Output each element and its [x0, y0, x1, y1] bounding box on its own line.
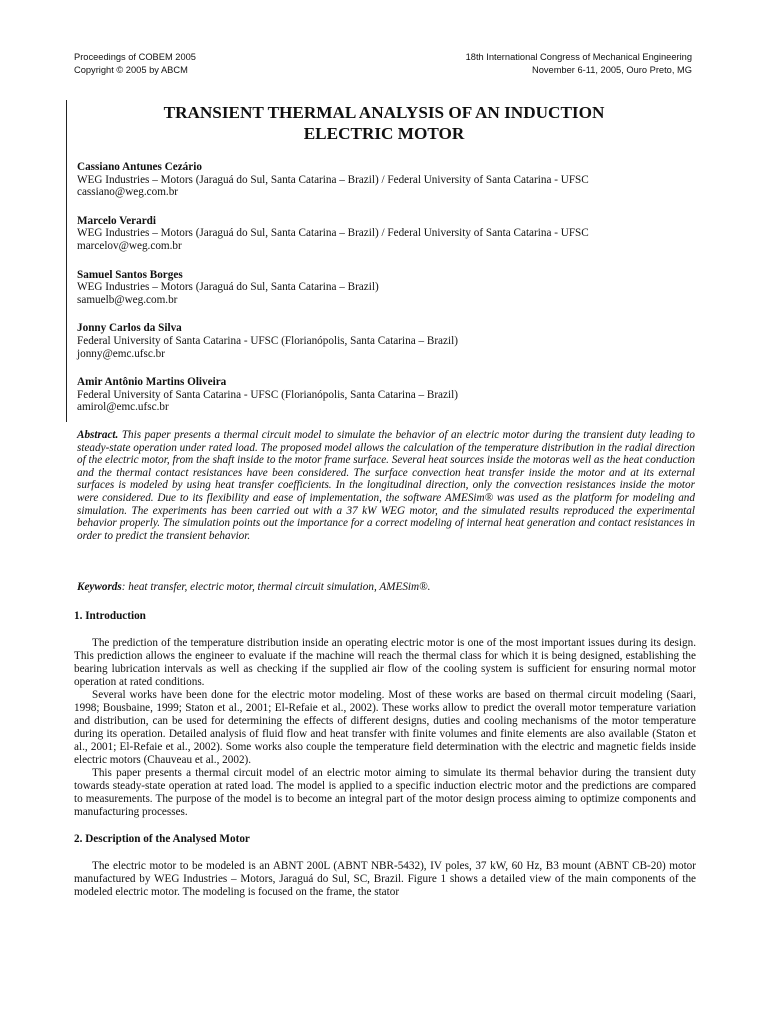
paragraph: This paper presents a thermal circuit model of an electric motor aiming to simulate its thermal behavior during the transient duty towards steady-state operation at rated load. The model is applied to a specific induction electric motor and the predictions are compared to measurements. The purpose of the model is to become an integral part of the motor design process aiming to optimize components and manufacturing processes. — [74, 767, 696, 818]
paper-body — [74, 610, 696, 899]
keywords-text: : heat transfer, electric motor, thermal circuit simulation, AMESim®. — [121, 581, 431, 593]
date-location-line: November 6-11, 2005, Ouro Preto, MG — [531, 64, 692, 75]
author-affiliation: WEG Industries – Motors (Jaraguá do Sul, Santa Catarina – Brazil) / Federal University of Santa Catarina - UFSC — [77, 227, 589, 240]
author-list — [77, 161, 707, 430]
author-email: cassiano@weg.com.br — [77, 186, 179, 199]
author-block — [77, 269, 707, 307]
copyright-line: Copyright © 2005 by ABCM — [74, 64, 188, 75]
author-email: jonny@emc.ufsc.br — [77, 347, 165, 360]
section-heading: 2. Description of the Analysed Motor — [74, 833, 250, 845]
abstract-text: This paper presents a thermal circuit model to simulate the behavior of an electric motor during the transient duty leading to steady-state operation under rated load. The proposed model allows the calculation of the temperature distribution in the radial direction of the electric motor, from the shaft inside to the motor frame surface. Several heat sources inside the motoras well as the heat conduction and the thermal contact resistances have been considered. The surface convection heat transfer inside the motor and at its external surfaces is modeled by using heat transfer coefficients. In the longitudinal direction, only the convection resistances inside the motor were considered. Due to its flexibility and ease of implementation, the software AMESim® was used as the platform for modeling and simulation. The experiments has been carried out with a 37 kW WEG motor, and the simulated results reproduced the experimental behavior properly. The simulation points out the importance for a correct modeling of internal heat generation and contact resistances in order to predict the transient behavior. — [77, 429, 695, 542]
author-affiliation: Federal University of Santa Catarina - UFSC (Florianópolis, Santa Catarina – Brazil) — [77, 388, 458, 401]
title-line-2: ELECTRIC MOTOR — [303, 124, 465, 143]
author-name: Jonny Carlos da Silva — [77, 322, 182, 335]
author-block — [77, 161, 707, 199]
author-name: Amir Antônio Martins Oliveira — [77, 376, 227, 389]
author-affiliation: Federal University of Santa Catarina - UFSC (Florianópolis, Santa Catarina – Brazil) — [77, 334, 458, 347]
author-email: amirol@emc.ufsc.br — [77, 401, 169, 414]
left-margin-rule — [66, 100, 67, 422]
proceedings-line: Proceedings of COBEM 2005 — [74, 52, 196, 62]
paper-title — [66, 102, 702, 144]
keywords — [77, 581, 695, 594]
author-block — [77, 376, 707, 414]
paragraph: The prediction of the temperature distribution inside an operating electric motor is one of the most important issues during its design. This prediction allows the engineer to evaluate if the machine will reach the thermal class for which it is being designed, establishing the bearing lubrication intervals as well as checking if the supplied air flow of the cooling system is sufficient for ensuring normal motor operation at rated conditions. — [74, 637, 696, 688]
author-name: Samuel Santos Borges — [77, 268, 183, 281]
abstract — [77, 429, 695, 542]
author-block — [77, 215, 707, 253]
paragraph: The electric motor to be modeled is an ABNT 200L (ABNT NBR-5432), IV poles, 37 kW, 60 Hz, B3 mount (ABNT CB-20) motor manufactured by WEG Industries – Motors, Jaraguá do Sul, SC, Brazil. Figure 1 shows a detailed view of the main components of the modeled electric motor. The modeling is focused on the frame, the stator — [74, 860, 696, 898]
author-name: Cassiano Antunes Cezário — [77, 161, 202, 173]
running-header-right — [466, 51, 692, 76]
author-affiliation: WEG Industries – Motors (Jaraguá do Sul, Santa Catarina – Brazil) / Federal University of Santa Catarina - UFSC — [77, 173, 589, 186]
congress-line: 18th International Congress of Mechanical Engineering — [465, 52, 692, 62]
author-affiliation: WEG Industries – Motors (Jaraguá do Sul, Santa Catarina – Brazil) — [77, 281, 379, 294]
paragraph: Several works have been done for the electric motor modeling. Most of these works are based on thermal circuit modeling (Saari, 1998; Bousbaine, 1999; Staton et al., 2001; El-Refaie et al., 2002). These works allow to predict the overall motor temperature variation and distribution, can be used for determining the effects of different designs, duties and cooling mechanisms of the motor temperature during its operation. Detailed analysis of fluid flow and heat transfer with finite volumes and finite elements are also available (Staton et al., 2001; El-Refaie et al., 2002). Some works also couple the temperature field determination with the electric and magnetic fields inside electric motors (Chauveau et al., 2002). — [74, 689, 696, 766]
author-block — [77, 322, 707, 360]
keywords-label: Keywords — [77, 581, 122, 593]
running-header-left — [74, 51, 196, 76]
abstract-label: Abstract. — [77, 429, 119, 441]
author-name: Marcelo Verardi — [77, 214, 157, 227]
section-heading: 1. Introduction — [74, 610, 146, 622]
author-email: samuelb@weg.com.br — [77, 293, 178, 306]
author-email: marcelov@weg.com.br — [77, 239, 182, 252]
title-line-1: TRANSIENT THERMAL ANALYSIS OF AN INDUCTION — [163, 103, 605, 122]
